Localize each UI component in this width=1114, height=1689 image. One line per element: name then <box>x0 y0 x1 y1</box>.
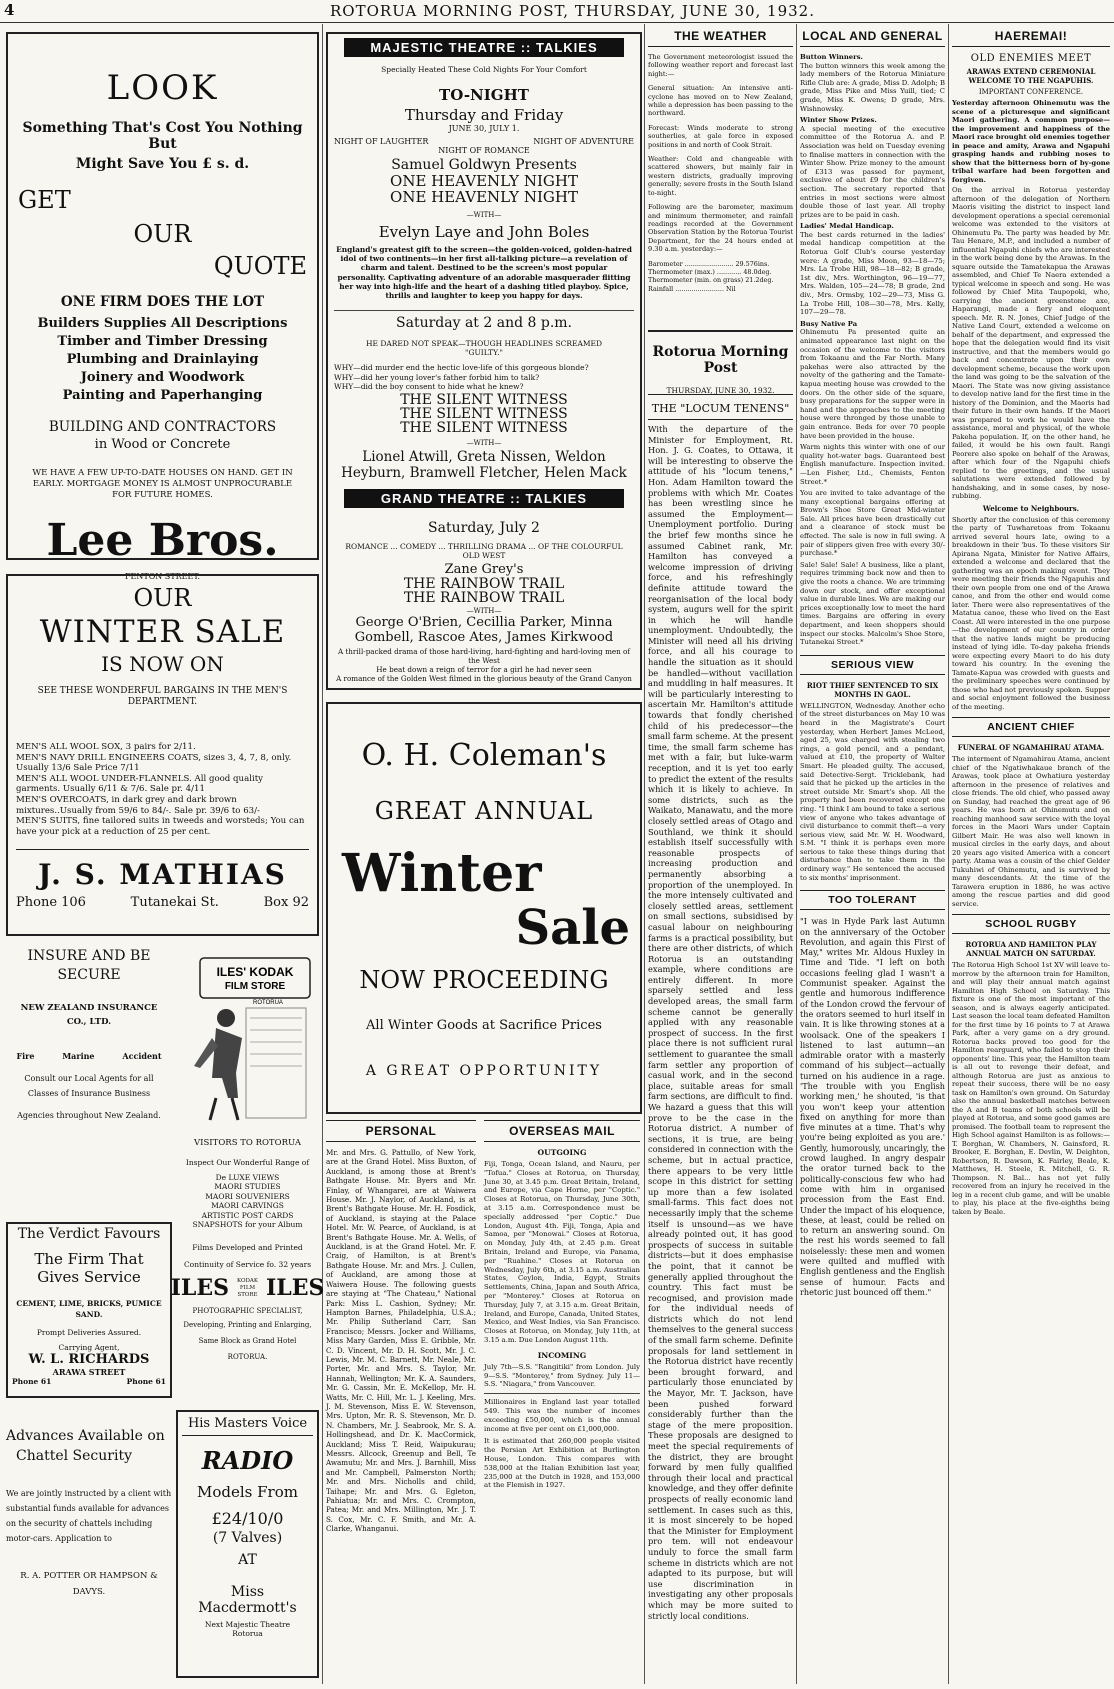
with-divider: —WITH— <box>466 607 502 616</box>
witness-stars: Lionel Atwill, Greta Nissen, Weldon Heyburn, Bramwell Fletcher, Helen Mack <box>341 449 627 482</box>
verdict-line2: The Firm That <box>34 1250 144 1268</box>
lee-bros-advert <box>6 32 319 581</box>
mail-column <box>484 1120 640 1680</box>
grand-blurb: A romance of the Golden West filmed in the glorious beauty of the Grand Canyon <box>336 674 632 684</box>
weather-heading: THE WEATHER <box>648 26 793 47</box>
coleman-name: O. H. Coleman's <box>361 738 607 773</box>
advances-line2: Chattel Security <box>16 1448 132 1464</box>
films-developed: Films Developed and Printed <box>192 1243 303 1253</box>
fenton-street: FENTON STREET. <box>124 572 201 581</box>
why-line: WHY—did the boy consent to hide what he knew? <box>334 382 524 392</box>
verdict-line3: Gives Service <box>37 1268 141 1286</box>
incoming-heading: INCOMING <box>537 1350 587 1360</box>
hot-water-bags: Warm nights this winter with one of our quality hot-water bags. Guaranteed best English manufacture. Inspection invited.—Len Fisher, Ltd., Chemists, Fenton Street.* <box>800 443 945 486</box>
night-adventure: NIGHT OF ADVENTURE <box>533 137 634 146</box>
film-store-illustration <box>176 948 319 1126</box>
insurance-advert <box>6 948 172 1218</box>
column-rule <box>796 24 797 1684</box>
sale-item: MEN'S SUITS, fine tailored suits in tweeds and worsteds; You can have your pick at a reduction of 25 per cent. <box>16 816 305 837</box>
grand-banner: GRAND THEATRE :: TALKIES <box>344 489 624 508</box>
sign-line3: ROTORUA <box>253 1000 283 1006</box>
screening-days: Thursday and Friday <box>404 106 564 124</box>
iles-product: ARTISTIC POST CARDS <box>201 1210 294 1220</box>
grand-blurb: A thrill-packed drama of those hard-living, hard-fighting and hard-loving men of the West <box>337 647 631 666</box>
medal-handicap: The best cards returned in the ladies' medal handicap competition at the Rotorua Golf Club's course yesterday were: A grade, Miss Moon, 93—18—75; Mrs. La Trobe Hill, 98—18—82; B grade, 1st div., Mrs. Worthington, 96—19—77, Mrs. Walden, 105—24—78; B grade, 2nd div., Mrs. Ormsby, 102—29—73, Miss G. La Trobe Hill, 108—30—78, Mrs. Kelly, 107—29—78. <box>800 230 945 317</box>
funeral-subhead: FUNERAL OF NGAMAHIRAU ATAMA. <box>957 743 1105 752</box>
great-annual: GREAT ANNUAL <box>374 797 594 825</box>
subhead: Busy Native Pa <box>800 319 858 328</box>
winter-goods: All Winter Goods at Sacrifice Prices <box>366 1018 602 1033</box>
subhead: Button Winners. <box>800 53 863 61</box>
potter-hampson: R. A. POTTER OR HAMPSON & DAVYS. <box>20 1571 158 1597</box>
at-word: AT <box>238 1552 257 1568</box>
page-number: 4 <box>4 1 15 19</box>
consult-agents: Consult our Local Agents for all Classes of Insurance Business <box>24 1074 154 1098</box>
phone-left: Phone 61 <box>12 1377 52 1386</box>
grand-blurb: He beat down a reign of terror for a girl he had never seen <box>376 665 592 675</box>
theatres-advert <box>326 32 642 690</box>
look-heading: LOOK <box>106 68 219 108</box>
silent-witness-title: THE SILENT WITNESS <box>400 420 568 437</box>
quote-word: QUOTE <box>213 252 307 280</box>
rainbow-trail: THE RAINBOW TRAIL <box>403 576 565 593</box>
advances-line1: Advances Available on <box>6 1428 165 1444</box>
goldwyn-presents: Samuel Goldwyn Presents <box>391 157 577 173</box>
weather-forecast: Forecast: Winds moderate to strong southerlies, at gale force in exposed positions in and north of Cook Strait. <box>648 123 793 149</box>
mathias-advert <box>6 574 319 936</box>
insure-line1: INSURE AND BE <box>27 948 151 964</box>
too-tolerant-body: "I was in Hyde Park last Autumn on the anniversary of the October Revolution, and again this First of May," writes Mr. Aldous Huxley in Time and Tide. "I left on both occasions feeling glad I wasn't a Communist speaker. Against the gentle and humorous indifference of the London crowd the fervour of the orators seemed to hurl itself in vain. It is like throwing stones at a woolsack. One of the speakers I listened to last autumn—an admirable orator with a masterly command of his subject—actually turned on his audience in a rage. 'The trouble with you English working men,' he shouted, 'is that you won't keep your attention fixed on anything for more than five minutes at a time. That's why you're being exploited as you are.' Gently, humorously, uncaringly, the crowd laughed. In angry despair the orator turned back to the politically-conscious few who had come with him in organised procession from the East End. Under the impact of his eloquence, these, at least, could be relied on to return an answering sound. On the rest his words seemed to fall noiselessly: these men and women were quilted and muffled with English gentleness and the English sense of humour. Facts and rhetoric just bounced off them." <box>800 916 945 1297</box>
rainbow-trail: THE RAINBOW TRAIL <box>403 590 565 607</box>
insurance-company: NEW ZEALAND INSURANCE CO., LTD. <box>20 1003 158 1027</box>
visitors-heading: VISITORS TO ROTORUA <box>193 1138 302 1148</box>
grand-genre: ROMANCE ... COMEDY ... THRILLING DRAMA ... OF THE COLOURFUL OLD WEST <box>345 542 623 561</box>
personal-column <box>326 1120 476 1680</box>
too-tolerant-heading: TOO TOLERANT <box>800 890 945 910</box>
exhibition-item: It is estimated that 260,000 people visited the Persian Art Exhibition at Burlington House, London. This compares with 538,000 at the Italian Exhibition last year, 235,000 at the Dutch in 1928, and 153,000 at the Flemish in 1927. <box>484 1437 640 1490</box>
radio-price: £24/10/0 <box>211 1509 284 1528</box>
grand-saturday: Saturday, July 2 <box>428 520 540 537</box>
insure-line2: SECURE <box>57 967 121 983</box>
film-title-repeat: ONE HEAVENLY NIGHT <box>390 188 578 206</box>
weather-situation: General situation: An intensive anti-cyclone has moved on to New Zealand, while a depression has been passing to the northward. <box>648 84 793 118</box>
supply-line: Joinery and Woodwork <box>80 370 245 385</box>
next-majestic: Next Majestic Theatre Rotorua <box>204 1620 291 1638</box>
dateline: ROTORUA MORNING POST, THURSDAY, JUNE 30, 1932. <box>330 2 815 20</box>
editorial-body: With the departure of the Minister for Employment, Rt. Hon. J. G. Coates, to Ottawa, it will be interesting to observe the attitude of his "locum tenens," Hon. Adam Hamilton toward the problems with which Mr. Coates has been wrestling since he assumed the Employment—Unemployment portfolio. During the brief few months since he assumed Cabinet rank, Mr. Hamilton has conveyed a welcome impression of driving force, and his refreshingly definite attitude toward the reorganisation of the local body system, augurs well for the spirit in which he will handle unemployment. Undoubtedly, the Minister will need all his driving force, and all his courage to handle the situation as it should be handled—without vacillation and muddling in half measures. It will be particularly interesting to ascertain Mr. Hamilton's attitude towards that fondly cherished child of his predecessor—the small farm scheme. At the present time, the small farm scheme has met with a fair, but luke-warm reception, and it is yet too early to predict the extent of the results which it is likely to achieve. In some districts, such as the Waikato, Manawatu, and the more closely settled areas of Otago and Southland, we think it should establish itself successfully with reasonable prospects of increasing production and permanently absorbing a proportion of the unemployed. In the more intensely cultivated and closely settled areas, settlement on small sections, subsidised by casual labour on neighbouring farms is a practical possibility, but there are other districts, of which Rotorua is an outstanding example, where conditions are entirely different. In more sparsely settled and less developed areas, the small farm scheme cannot be generally applied with any reasonable prospect of success. In the first place there is not sufficient rural settlement to guarantee the small farm settler any proportion of casual work, and in the second place, suitable areas for small farm sections, are difficult to find. We hazard a guess that this will prove to be the case in the Rotorua district. A number of sections, it is true, are being considered in connection with the scheme, but in actual practice, there appears to be very little scope in this district for setting up more than a few isolated small-farms. This fact does not necessarily imply that the scheme itself is unsound—as we have already pointed out, it has good prospects of success in suitable districts—but it does emphasise the point, that it cannot be generally applied throughout the country. This fact must be recognised, and provision made for the individual needs of districts which do not lend themselves to the general success of the small farm scheme. Definite proposals for land settlement in the Rotorua district have recently been brought forward, and particularly those enunciated by the Mayor, Mr. T. Jackson, have been pushed forward considerably further than the stage of the mere proposition. These proposals are designed to meet the special requirements of the district, they are brought forward by men fully qualified through their local and practical knowledge, and they offer definite prospects of really economic land settlement. In cases such as this, it is most sincerely to be hoped that the Minister for Employment pro tem. will not endeavour unduly to force the small farm scheme in districts which are not adapted to its purpose, but will use discrimination in investigating any other proposals which may be more suited to strictly local conditions. <box>648 424 793 1621</box>
busy-pa: Ohinemutu Pa presented quite an animated appearance last night on the occasion of the welcome to the visitors from Tokaanu and the Far North. Many pakehas were also attracted by the novelty of the gathering and the Tamate-kapua meeting house was crowded to the doors. On the other side of the square, busy preparations for the supper were in hand and the approaches to the meeting house were thronged by those unable to gain entrance. Beds for over 70 people have been provided in the house. <box>800 328 945 440</box>
carrying-agent: Carrying Agent, <box>58 1343 120 1352</box>
supply-line: Plumbing and Drainlaying <box>66 352 259 367</box>
iles-product: De LUXE VIEWS <box>215 1173 280 1182</box>
zane-grey: Zane Grey's <box>444 562 524 578</box>
button-winners: The button winners this week among the lady members of the Rotorua Miniature Rifle Club are: A grade, Miss D. Adolph; B grade, Miss Pike and Miss Yuill, tied; C grade, Miss K. Owens; D grade, Mrs. Wishnowsky. <box>800 61 945 113</box>
local-general-heading: LOCAL AND GENERAL <box>800 26 945 47</box>
with-divider: —WITH— <box>466 211 502 219</box>
barometer-reading: Barometer ........................ 29.576ins. <box>648 259 770 268</box>
rainfall-reading: Rainfall ........................ Nil <box>648 284 736 293</box>
riot-body: WELLINGTON, Wednesday. Another echo of the street disturbances on May 10 was heard in the Magistrate's Court yesterday, when Herbert James McLeod, aged 25, was charged with stealing two rings, a gold pencil, and a pendant, valued at £10, the property of Walter Smart. He pleaded guilty. The accused, said Detective-Sergt. Tricklebank, had said that he picked up the articles in the street outside Mr. Smart's shop. All the property had been recovered except one ring. "I think I am bound to take a serious view of anyone who takes advantage of civil disturbance to commit theft—a very serious view, said Mr. W. H. Woodward, S.M. "I think it is perhaps even more serious to take these things during that disturbance than to take them in the ordinary way." He sentenced the accused to six months' imprisonment. <box>800 701 945 882</box>
with-divider: —WITH— <box>466 439 502 448</box>
our-word: OUR <box>133 584 192 612</box>
building-contractors: BUILDING AND CONTRACTORS <box>48 419 277 435</box>
column-rule <box>948 24 949 1684</box>
neighbours-body: Shortly after the conclusion of this ceremony the party of Tuwharetoas from Tokaanu arrived several hours late, owing to a breakdown in their 'bus. To these visitors Sir Apirana Ngata, Minister for Native Affairs, extended a welcome and declared that the gathering was an epoch making event. They were meeting their friends the Ngapuhis and their own people from one end of the Arawa canoe, and from the other end would come later. There were also representatives of the Matatua canoe, these who lived on the East Coast. All were interested in the one purpose—the development of our country in order that the native lands might be producing instead of lying idle. To-day pakeha friends were expecting every Maori to do his duty toward his country. In the evening the Tamate-Kapua was crowded with guests and the preliminary speeches were continued by those who had not previously spoken. Supper and social enjoyment followed the business of the meeting. <box>952 515 1110 711</box>
macdermott-name: Miss Macdermott's <box>198 1584 297 1616</box>
now-proceeding: NOW PROCEEDING <box>359 966 609 994</box>
arawas-subhead: ARAWAS EXTEND CEREMONIAL WELCOME TO THE NGAPUHIS. <box>966 67 1096 85</box>
advances-advert <box>6 1410 172 1680</box>
conference-subhead: IMPORTANT CONFERENCE. <box>978 88 1084 96</box>
malcolms-sale: Sale! Sale! Sale! A business, like a plant, requires trimming back now and then to give the roots a chance. We are trimming down our stock, and offer exceptional value in durable lines. We are making our prices exceptionally low to meet the hard times. Bargains are offering in every department, and keen shoppers should inspect our stocks. Malcolm's Shoe Store, Tutanekai Street.* <box>800 560 945 647</box>
tonight-heading: TO-NIGHT <box>439 86 529 104</box>
building-goods: CEMENT, LIME, BRICKS, PUMICE SAND. <box>16 1299 162 1319</box>
richards-name: W. L. RICHARDS <box>28 1352 150 1367</box>
iles-product: MAORI STUDIES <box>214 1182 281 1192</box>
majestic-banner: MAJESTIC THEATRE :: TALKIES <box>344 38 624 57</box>
iles-logo-right: ILES <box>265 1275 325 1302</box>
winter-sale-heading: WINTER SALE <box>39 614 286 650</box>
lee-bros-logo: Lee Bros. <box>46 515 279 566</box>
serious-view-heading: SERIOUS VIEW <box>800 655 945 675</box>
iles-product: MAORI SOUVENIERS <box>205 1191 290 1201</box>
editorial-column <box>648 398 793 1680</box>
verdict-advert <box>6 1222 172 1398</box>
sale-item: MEN'S ALL WOOL SOX, 3 pairs for 2/11. <box>16 742 196 752</box>
min-temp-reading: Thermometer (min. on grass) 21.2deg. <box>648 276 774 285</box>
arawa-street: ARAWA STREET <box>52 1367 126 1377</box>
agencies-nz: Agencies throughout New Zealand. <box>17 1111 161 1120</box>
outgoing-heading: OUTGOING <box>537 1148 587 1157</box>
page-header <box>0 0 1114 23</box>
advances-body: We are jointly instructed by a client with substantial funds available for advances on the security of chattels including motor-cars. Application to <box>6 1489 172 1543</box>
personal-body: Mr. and Mrs. G. Pattullo, of New York, are at the Grand Hotel. Miss Buxton, of Auckland, is among those at Brent's Bathgate House. Mr. Byers and Mr. Finlay, of Whangarei, are at Waiwera House. Mr. J. Naylor, of Auckland, is at Brent's Bathgate House. Mr. H. Fosdick, of Auckland, is staying at the Palace Hotel. Mr. W. Pearce, of Auckland, is at Brent's Bathgate House. Mr. A. Wells, of Auckland, is at the Grand Hotel. Mr. F. Craig, of Hamilton, is at Brent's Bathgate House. Mr. and Mrs. J. Cullen, of Auckland, are among those at Waiwera House. The following guests are staying at "The Chateau," National Park: Miss L. Cashion, Sydney; Mr. Hampton Barnes, Philadelphia, U.S.A.; Mr. Philip Sutherland Carr, San Francisco; Messrs. Jocker and Williams, Miss Mary Garden, Miss E. Gribble, Mr. C. D. Vincent, Mr. D. H. Scott, Mr. J. C. Lewis, Mr. M. C. Barnett, Mr. Neale, Mr. Porter, Mr. and Mrs. S. Taylor, Mr. Hannah, Wellington; Mr. K. A. Saunders, Mr. G. Cassin, Mr. E. McKellop, Mr. H. Watts, Mr. C. Hill, Mr. L. J. Keeling, Mrs. J. M. Stevenson, Miss E. W. Stevenson, Mrs. Upton, Mr. R. S. Stevenson, Mr. D. N. Chambers, Mr. J. Seabrook, Mr. S. A. Hollingshead, and Dr. K. MacCormick, Auckland; Miss T. Reid, Waipukurau; Messrs. Allcock, Greenup and Bell, Te Awamutu; Mr. and Mrs. J. Barnhill, Miss and Mr. Campbell, Palmerston North; Mr. and Mrs. Nicholls and child, Taihape; Mr. and Mrs. G. Egleton, Pahiatua; Mr. and Mrs. C. Crompton, Patea; Mr. and Mrs. Millington, Mr. J. T. S. Cox, Mr. C. F. Smith, and Mr. A. Clarke, Whanganui. <box>326 1148 476 1534</box>
sale-item: MEN'S OVERCOATS, in dark grey and dark brown mixtures..Usually from 59/6 to 84/-. Sale pr. 39/6 to 63/- <box>16 794 260 816</box>
haeremai-column <box>952 26 1110 1680</box>
night-laughter: NIGHT OF LAUGHTER <box>334 137 429 146</box>
wood-concrete: in Wood or Concrete <box>94 437 231 452</box>
weather-readings-intro: Following are the barometer, maximum and minimum thermometer, and rainfall readings recorded at the Government Observation Station by the Rotorua Tourist Department, for the 24 hours ended at 9.30 a.m. yesterday:— <box>648 203 793 254</box>
browns-sale: You are invited to take advantage of the many exceptional bargains offering at Brown's Shoe Store Great Mid-winter Sale. All prices have been drastically cut and a clearance of stock must be effected. The sale is now in full swing. A pair of slippers given free with every 30/- purchase.* <box>800 489 945 558</box>
silent-witness-title: THE SILENT WITNESS <box>400 392 568 409</box>
saturday-screening: Saturday at 2 and 8 p.m. <box>396 315 572 332</box>
see-bargains: SEE THESE WONDERFUL BARGAINS IN THE MEN'S DEPARTMENT. <box>37 686 288 707</box>
editorial-heading: THE "LOCUM TENENS" <box>648 398 793 420</box>
radio-valves: (7 Valves) <box>212 1530 283 1546</box>
screening-date: JUNE 30, JULY 1. <box>448 124 520 133</box>
one-firm: ONE FIRM DOES THE LOT <box>60 294 265 310</box>
winter-word: Winter <box>342 843 542 904</box>
masthead-date: THURSDAY, JUNE 30, 1932. <box>666 386 775 395</box>
sale-item: MEN'S ALL WOOL UNDER-FLANNELS. All good quality garments. Usually 6/11 & 7/6. Sale pr. 4/11 <box>16 773 264 795</box>
lee-line1: Something That's Cost You Nothing But <box>22 120 303 152</box>
iles-advert <box>170 948 325 1404</box>
continuity: Continuity of Service fo. 32 years <box>183 1260 312 1270</box>
why-line: WHY—did her young lover's father forbid him to talk? <box>334 372 540 382</box>
neighbours-subhead: Welcome to Neighbours. <box>982 503 1080 513</box>
photo-specialist: PHOTOGRAPHIC SPECIALIST, <box>192 1307 303 1316</box>
radio-heading: RADIO <box>201 1446 294 1475</box>
weather-intro: The Government meteorologist issued the following weather report and forecast last night:— <box>648 53 793 78</box>
houses-notice: WE HAVE A FEW UP-TO-DATE HOUSES ON HAND. GET IN EARLY. MORTGAGE MONEY IS ALMOST UNPROCURABLE FOR FUTURE HOMES. <box>32 468 293 500</box>
haeremai-heading: HAEREMAI! <box>952 26 1110 47</box>
lee-line2: Might Save You £ s. d. <box>75 156 250 172</box>
why-line: WHY—did murder end the hectic love-life of this gorgeous blonde? <box>334 363 589 373</box>
iles-rotorua: ROTORUA. <box>227 1353 268 1362</box>
sale-word: Sale <box>515 900 630 956</box>
kodak-film-store: KODAK FILM STORE <box>237 1277 258 1298</box>
incoming-body: July 7th—S.S. "Rangitiki" from London. July 9—S.S. "Monterey," from Sydney. July 11—S.S. "Niagara," from Vancouver. <box>484 1362 640 1389</box>
mathias-phone: Phone 106 <box>16 895 86 911</box>
great-opportunity: A GREAT OPPORTUNITY <box>365 1063 603 1079</box>
rugby-subhead: ROTORUA AND HAMILTON PLAY ANNUAL MATCH ON SATURDAY. <box>965 940 1097 958</box>
weather-column <box>648 26 793 326</box>
sale-item: MEN'S NAVY DRILL ENGINEERS COATS, sizes 3, 4, 7, 8, only. Usually 13/6 Sale Price 7/11 <box>16 752 292 774</box>
millionaires-item: Millionaires in England last year totalled 549. This was the number of incomes exceeding £50,000, which is the annual income at five per cent on £1,000,000. <box>484 1398 640 1433</box>
funeral-body: The interment of Ngamahirau Atama, ancient chief of the Ngatiwhakaue branch of the Arawas, took place at Owhatiura yesterday afternoon in the presence of relatives and close friends. The old chief, who passed away on Sunday, had reached the great age of 96 years. He was born at Ohinemutu and on reaching manhood saw service with the loyal forces in the Maori Wars under Captain Gilbert Mair. He was also well known in musical circles in the early days, and about 20 years ago visited America with a concert party. Atama was a cousin of the chief Gelder Tukuhiwi of Ohinemutu, and is survived by many descendants. At the time of the Tarawera eruption in 1886, he was active among the rescue parties and did good service. <box>952 755 1110 908</box>
radio-advert <box>176 1410 319 1678</box>
personal-heading: PERSONAL <box>326 1120 476 1142</box>
inspect-line: Inspect Our Wonderful Range of <box>185 1158 310 1167</box>
same-block: Same Block as Grand Hotel <box>198 1337 297 1346</box>
silent-witness-title: THE SILENT WITNESS <box>400 406 568 423</box>
column-rule <box>644 24 645 1684</box>
get-word: GET <box>18 186 71 214</box>
night-romance: NIGHT OF ROMANCE <box>438 146 530 155</box>
max-temp-reading: Thermometer (max.) ............ 48.0deg. <box>648 267 772 276</box>
grand-stars: George O'Brien, Cecillia Parker, Minna Gombell, Rascoe Ates, James Kirkwood <box>354 615 614 646</box>
local-general-column <box>800 26 945 1680</box>
mathias-street: Tutanekai St. <box>130 895 219 911</box>
mail-heading: OVERSEAS MAIL <box>484 1120 640 1142</box>
subhead: Winter Show Prizes. <box>800 116 877 125</box>
film-stars: Evelyn Laye and John Boles <box>378 223 590 241</box>
sign-line2: FILM STORE <box>224 981 286 992</box>
insurance-kinds: Fire Marine Accident <box>16 1051 162 1061</box>
supply-line: Builders Supplies All Descriptions <box>37 316 288 331</box>
our-word: OUR <box>133 220 192 248</box>
film-title: ONE HEAVENLY NIGHT <box>390 172 578 190</box>
outgoing-body: Fiji, Tonga, Ocean Island, and Nauru, per "Tofua." Closes at Rotorua, on Thursday, June 30, at 3.45 p.m. Great Britain, Ireland, and Europe, via Cape Horne, per "Coptic." Closes at Rotorua, on Thursday, June 30th, at 3.15 a.m. Correspondence must be specially addressed "per Coptic." Due London, August 4th. Fiji, Tonga, Apia and Samoa, per "Monowai." Closes at Rotorua, on Monday, July 4th, at 2.45 p.m. Great Britain, Ireland and Europe, via Panama, per "Ruahine." Closes at Rotorua on Wednesday, July 6th, at 3.15 a.m. Australian States, Ceylon, India, Egypt, Straits Settlements, China, Japan and South Africa, per "Monterey." Closes at Rotorua on Thursday, July 7, at 3.15 a.m. Great Britain, Ireland, and Europe, Canada, United States, Mexico, and West Indies, via San Francisco. Closes at Rotorua, on Monday, July 11th, at 3.15 a.m. Due London August 11th. <box>484 1160 640 1344</box>
weather-conditions: Weather: Cold and changeable with scattered showers, but mainly fair in western districts, gradually improving generally; severe frosts in the South Island to-night. <box>648 155 793 197</box>
riot-subhead: RIOT THIEF SENTENCED TO SIX MONTHS IN GAOL. <box>806 680 939 699</box>
ancient-chief-heading: ANCIENT CHIEF <box>952 717 1110 737</box>
sign-line1: ILES' KODAK <box>216 965 294 979</box>
coleman-advert <box>326 702 642 1114</box>
masthead <box>648 330 793 395</box>
iles-logo-left: ILES <box>170 1275 230 1302</box>
supply-line: Painting and Paperhanging <box>62 388 263 403</box>
models-from: Models From <box>197 1483 298 1501</box>
haeremai-lead: Yesterday afternoon Ohinemutu was the scene of a picturesque and significant Maori gathering. A common purpose—the improvement and happiness of the Maori race brought old enemies together in peace and amity, Arawa and Ngapuhi grasping hands and rubbing noses to show that the bitterness born of by-gone tribal warfare had been forgotten and forgiven. <box>952 99 1110 184</box>
phone-right: Phone 61 <box>126 1377 166 1386</box>
mathias-box: Box 92 <box>263 895 309 911</box>
haeremai-body: On the arrival in Rotorua yesterday afternoon of the delegation of Northern Maoris visiting the district to inspect land development operations a special ceremonial welcome was extended to the visitors at Ohinemutu Pa. The party was headed by Mr. Tau Henare, M.P., and included a number of influential Ngapuhi chiefs who are interested in the work being done by the Arawas. In the square outside the Tamatekapua the Arawas assembled, and Chief Te Naera extended a typical welcome in speech and song. He was followed by Chief Mita Taupopoki, who, carrying the ancient greenstone axe, Haparangi, made a fiery and eloquent speech. Mr. R. N. Jones, Chief Judge of the Native Land Court, extended a welcome on behalf of the department, and expressed the hope that the delegation would find its visit instructive, and that the members would go back and concentrate upon their own development scheme, because the work upon the land was going to be the salvation of the Maori. The State was now giving assistance to develop native land for the first time in the history of the Dominion, and the Maoris had their future in their own hands. If the Maori was prepared to work he would have the assistance, moral and physical, of the whole Pakeha population. If, on the other hand, he failed, it would be his own fault. Rangi Peorere also spoke on behalf of the Arawas, after which four of the Ngapuhi chiefs replied to the greetings, and the usual salutations were extended followed by handshaking, and in some cases, by nose-rubbing. <box>952 186 1110 500</box>
supply-line: Timber and Timber Dressing <box>57 334 268 349</box>
verdict-line1: The Verdict Favours <box>17 1226 161 1242</box>
heated-line: Specially Heated These Cold Nights For Your Comfort <box>381 65 587 74</box>
film-blurb: England's greatest gift to the screen—the golden-voiced, golden-haired idol of two continents—in her first all-talking picture—a revelation of charm and talent. Destined to be the screen's most popular personality. Captivating adventure of an adorable masquerader flitting her way into high-life and the heart of a dashing titled playboy. Spice, thrills and laughter to keep you happy for days. <box>336 245 632 301</box>
school-rugby-heading: SCHOOL RUGBY <box>952 914 1110 934</box>
prompt-deliveries: Prompt Deliveries Assured. <box>36 1328 142 1337</box>
subhead: Ladies' Medal Handicap. <box>800 222 894 231</box>
iles-product: SNAPSHOTS for your Album <box>192 1220 303 1230</box>
rugby-body: The Rotorua High School 1st XV will leave to-morrow by the afternoon train for Hamilton, and will play their annual match against Hamilton High School on Saturday. This fixture is one of the most important of the season, and is always eagerly anticipated. Last season the local team defeated Hamilton for the first time by 16 points to 7 at Arawa Park, after a very game on a dry ground. Rotorua backs proved too good for the Hamilton rearguard, who failed to stop their opponents' line. This year, the Hamilton team is all out to revenge their defeat, and although Rotorua are just as anxious to repeat their success, there will be no easy task on Hamilton's own ground. On Saturday also the annual basketball matches between the A and B teams of both schools will be played at Rotorua, and some good games are promised. The football team to represent the High School against Hamilton is as follows:—T. Borghan, W. Chambers, N. Gainsford, R. Brooker, E. Borghan, E. Devlin, W. Deighton, Robertson, R. Dawson, K. Fairley, Beale, K. Matthews, H. Steele, R. Mitchell, G. R. Thompson. N. Bal... has not yet fully recovered from an injury he received in the leg in a recent club game, and will be unable to play, his place at the five-eighths being taken by Beale. <box>952 961 1110 1216</box>
old-enemies-heading: OLD ENEMIES MEET <box>970 53 1092 64</box>
winter-show: A special meeting of the executive committee of the Rotorua A. and P. Association was held on Tuesday evening to finalise matters in connection with the Winter Show. Prize money to the amount of £313 was passed for payment, exclusive of about £9 for the children's section. The secretary reported that entries in most sections were almost double those of last year. All trophy prizes are to be paid in cash. <box>800 124 945 219</box>
masthead-title: Rotorua Morning Post <box>652 344 789 376</box>
is-now-on: IS NOW ON <box>101 652 224 676</box>
iles-product: MAORI CARVINGS <box>211 1201 284 1211</box>
hmv-heading: His Masters Voice <box>182 1416 313 1436</box>
dared-not-speak: HE DARED NOT SPEAK—THOUGH HEADLINES SCREAMED "GUILTY." <box>365 339 603 358</box>
developing-printing: Developing, Printing and Enlarging, <box>183 1321 312 1330</box>
column-rule <box>322 24 323 1684</box>
mathias-name: J. S. MATHIAS <box>16 849 309 891</box>
